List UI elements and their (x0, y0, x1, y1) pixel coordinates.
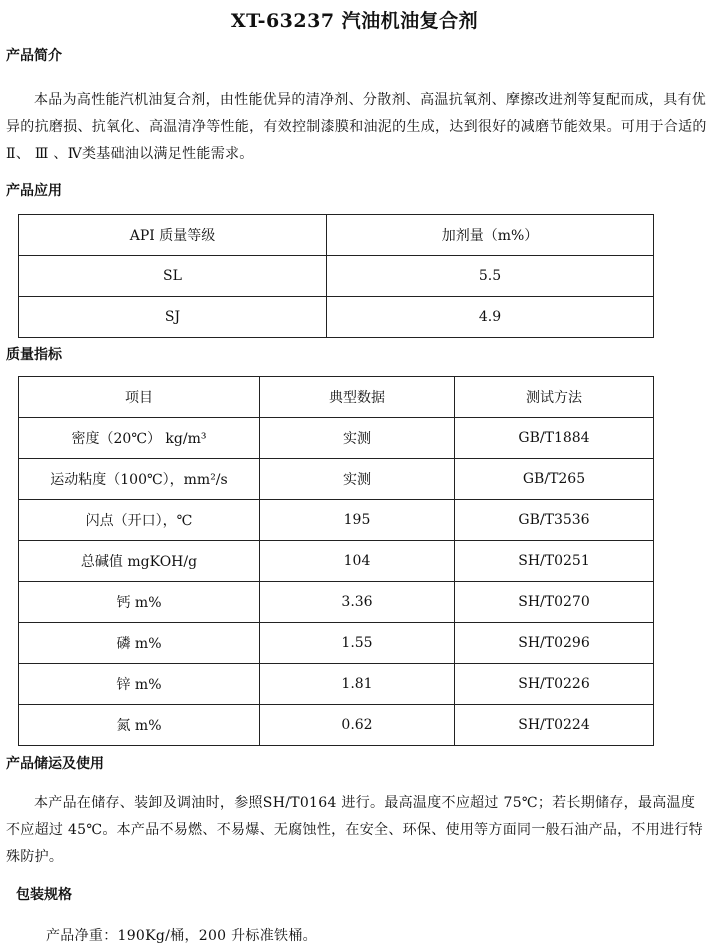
header-cell: 测试方法 (455, 377, 654, 418)
storage-paragraph: 本产品在储存、装卸及调油时，参照SH/T0164 进行。最高温度不应超过 75℃；若长期储存，最高温度不应超过 45℃。本产品不易燃、不易爆、无腐蚀性，在安全、环保、使用等方面同一般石油产品，不用进行特殊防护。 (6, 795, 703, 865)
table-cell: SH/T0224 (455, 705, 654, 746)
table-cell: 密度（20℃） kg/m³ (19, 418, 260, 459)
packaging-heading: 包装规格 (16, 887, 72, 903)
application-table (18, 214, 654, 338)
header-cell: 项目 (19, 377, 260, 418)
table-cell: 5.5 (327, 256, 654, 297)
table-cell: 实测 (260, 418, 455, 459)
table-row (19, 582, 654, 623)
table-cell: SH/T0251 (455, 541, 654, 582)
table-cell: 磷 m% (19, 623, 260, 664)
table-cell: SL (19, 256, 327, 297)
table-cell: 4.9 (327, 297, 654, 338)
table-cell: 0.62 (260, 705, 455, 746)
intro-heading: 产品简介 (6, 48, 62, 64)
table-cell: SH/T0270 (455, 582, 654, 623)
table-cell: 锌 m% (19, 664, 260, 705)
document-title: XT-63237 汽油机油复合剂 (230, 10, 479, 32)
table-cell: 钙 m% (19, 582, 260, 623)
table-cell: 闪点（开口），℃ (19, 500, 260, 541)
table-cell: SH/T0296 (455, 623, 654, 664)
table-row (19, 459, 654, 500)
table-cell: 1.55 (260, 623, 455, 664)
table-header-row (19, 377, 654, 418)
table-row (19, 500, 654, 541)
table-cell: GB/T265 (455, 459, 654, 500)
table-cell: 195 (260, 500, 455, 541)
quality-heading: 质量指标 (6, 347, 62, 363)
table-cell: 实测 (260, 459, 455, 500)
table-cell: SJ (19, 297, 327, 338)
header-cell: API 质量等级 (19, 215, 327, 256)
table-cell: GB/T1884 (455, 418, 654, 459)
table-row (19, 256, 654, 297)
intro-paragraph: 本品为高性能汽机油复合剂，由性能优异的清净剂、分散剂、高温抗氧剂、摩擦改进剂等复配而成，具有优异的抗磨损、抗氧化、高温清净等性能，有效控制漆膜和油泥的生成，达到很好的减磨节能效果。可用于合适的Ⅱ、 Ⅲ 、Ⅳ类基础油以满足性能需求。 (6, 92, 707, 162)
table-row (19, 664, 654, 705)
storage-heading: 产品储运及使用 (6, 756, 104, 772)
table-cell: 3.36 (260, 582, 455, 623)
application-heading: 产品应用 (6, 183, 62, 199)
table-row (19, 297, 654, 338)
table-cell: 总碱值 mgKOH/g (19, 541, 260, 582)
header-cell: 典型数据 (260, 377, 455, 418)
table-cell: 运动粘度（100℃），mm²/s (19, 459, 260, 500)
table-cell: 104 (260, 541, 455, 582)
table-row (19, 418, 654, 459)
table-cell: 氮 m% (19, 705, 260, 746)
table-row (19, 541, 654, 582)
packaging-text: 产品净重：190Kg/桶，200 升标准铁桶。 (46, 928, 317, 944)
table-cell: SH/T0226 (455, 664, 654, 705)
quality-table (18, 376, 654, 746)
header-cell: 加剂量（m%） (327, 215, 654, 256)
table-cell: 1.81 (260, 664, 455, 705)
table-row (19, 623, 654, 664)
table-cell: GB/T3536 (455, 500, 654, 541)
table-header-row (19, 215, 654, 256)
table-row (19, 705, 654, 746)
